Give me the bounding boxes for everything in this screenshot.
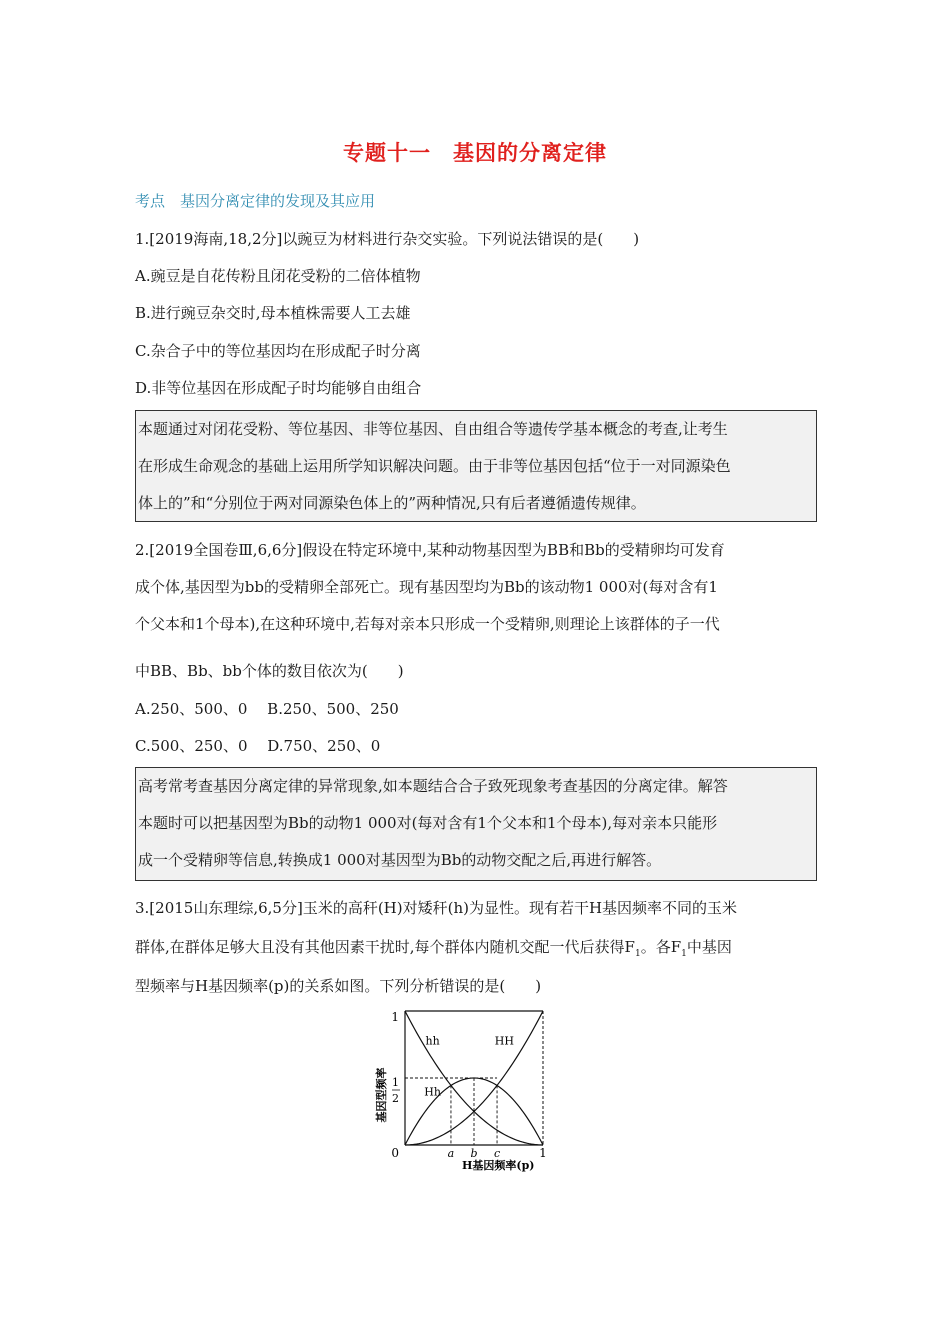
- q2-stem-line: 成个体,基因型为bb的受精卵全部死亡。现有基因型均为Bb的该动物1 000对(每对含有1: [135, 578, 718, 596]
- origin-label: 0: [391, 1146, 399, 1160]
- q3-stem-text: 群体,在群体足够大且没有其他因素干扰时,每个群体内随机交配一代后获得F: [135, 938, 635, 956]
- q1-option-d: D.非等位基因在形成配子时均能够自由组合: [135, 379, 422, 397]
- q2-options-ab: A.250、500、0 B.250、500、250: [135, 700, 399, 718]
- q1-option-a: A.豌豆是自花传粉且闭花受粉的二倍体植物: [135, 267, 421, 285]
- x-mark-b: b: [470, 1147, 478, 1160]
- q3-stem-line: [135, 937, 732, 964]
- q2-note-line: 高考常考查基因分离定律的异常现象,如本题结合合子致死现象考查基因的分离定律。解答: [138, 777, 728, 795]
- q3-stem-line: 型频率与H基因频率(p)的关系如图。下列分析错误的是( ): [135, 977, 542, 995]
- series-label-hh: HH: [494, 1034, 514, 1048]
- q1-note-line: 本题通过对闭花受粉、等位基因、非等位基因、自由组合等遗传学基本概念的考查,让考生: [138, 420, 728, 438]
- q1-note-line: 在形成生命观念的基础上运用所学知识解决问题。由于非等位基因包括“位于一对同源染色: [138, 457, 731, 475]
- x-axis-label: H基因频率(p): [462, 1159, 535, 1172]
- q2-stem-line: 中BB、Bb、bb个体的数目依次为( ): [135, 662, 404, 680]
- q3-stem-text: 。各F: [640, 938, 682, 956]
- page-title: 专题十一 基因的分离定律: [343, 140, 607, 165]
- q3-stem-line: 3.[2015山东理综,6,5分]玉米的高秆(H)对矮秆(h)为显性。现有若干H基因频率不同的玉米: [135, 899, 738, 917]
- f1-subscript: 1: [681, 949, 687, 959]
- q1-note-box: [135, 410, 817, 522]
- q2-stem-line: 个父本和1个母本),在这种环境中,若每对亲本只形成一个受精卵,则理论上该群体的子一代: [135, 615, 720, 633]
- q2-stem-line: 2.[2019全国卷Ⅲ,6,6分]假设在特定环境中,某种动物基因型为BB和Bb的受精卵均可发育: [135, 541, 725, 559]
- x-mark-c: c: [493, 1147, 501, 1160]
- series-label-hh: Hh: [424, 1085, 441, 1099]
- q1-option-b: B.进行豌豆杂交时,母本植株需要人工去雄: [135, 304, 411, 322]
- series-label-hh: hh: [425, 1034, 440, 1048]
- q3-stem-text: 中基因: [686, 938, 732, 956]
- q1-option-c: C.杂合子中的等位基因均在形成配子时分离: [135, 342, 421, 360]
- x-mark-a: a: [447, 1147, 455, 1160]
- section-heading: 考点 基因分离定律的发现及其应用: [135, 192, 376, 210]
- genotype-frequency-chart: [365, 1005, 585, 1177]
- q2-note-line: 成一个受精卵等信息,转换成1 000对基因型为Bb的动物交配之后,再进行解答。: [138, 851, 662, 869]
- y-tick-top: 1: [391, 1010, 399, 1024]
- q2-note-line: 本题时可以把基因型为Bb的动物1 000对(每对含有1个父本和1个母本),每对亲本只能形: [138, 814, 718, 832]
- f1-subscript: 1: [634, 949, 641, 959]
- y-tick-half-num: 1: [392, 1076, 399, 1089]
- y-axis-label: 基因型频率: [375, 1067, 388, 1123]
- x-tick-end: 1: [539, 1146, 547, 1160]
- y-tick-half-den: 2: [392, 1092, 399, 1105]
- q2-note-box: [135, 767, 817, 881]
- q2-options-cd: C.500、250、0 D.750、250、0: [135, 737, 381, 755]
- q1-note-line: 体上的”和“分别位于两对同源染色体上的”两种情况,只有后者遵循遗传规律。: [138, 494, 646, 512]
- chart-plot-area: [405, 1011, 543, 1160]
- q1-stem: 1.[2019海南,18,2分]以豌豆为材料进行杂交实验。下列说法错误的是( ): [135, 230, 640, 248]
